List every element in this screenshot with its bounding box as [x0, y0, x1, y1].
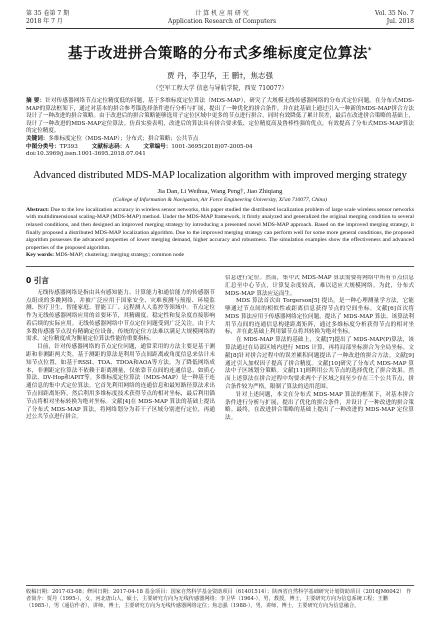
affiliation-en: (College of Information & Navigation, Air Force Engineering University, Xi'an 710077, China) — [112, 196, 328, 203]
keywords-zh: 关键词：多维标度定位（MDS-MAP）；分布式；拼合策略；公共节点 — [26, 135, 199, 142]
footnote: 收稿日期：2017-03-08；修回日期：2017-04-18 基金项目：国家自然科学基金资助项目（61401514）；陕西省自然科学基础研究计划资助项目（2016JM6042） 作者简介：贾丹（1995-），女，河北唐山人，硕士，主要研究方向为无线传感器网络；李卫华（1964-），男，教授，博士，主要研究方向为信息系统工程；王鹏（1985-），男（通信作者），讲师，博士，主要研究方向为无线传感器网络定位；焦志强（1988-），男，讲师，博士，主要研究方向为信息融合。 — [26, 585, 414, 610]
abstract-en-label: Abstract: — [26, 206, 50, 213]
journal-issue-zh: 第 35 卷第 7 期 2018 年 7 月 — [26, 10, 70, 25]
abstract-en — [26, 207, 414, 253]
doi: doi:10.3969/j.issn.1001-3695.2018.07.041 — [26, 151, 146, 158]
body-right-column — [225, 275, 414, 581]
paragraph: 无线传感器网络是指由具有感知能力、计算能力和通信能力的传感器节点组成的多跳网络，并被广泛应用于国家安全、灾难预测与预报、环境监测、医疗卫生、智能家庭、智能工厂、远程测人人监控等领域中。节点定位作为无线传感器网络应用的首要环节，其精确度、稳定性和复杂度直接影响着后续的实际应用。无线传感器网络中节点定位问题受到广泛关注。由于大多数传感器节点没有精确定位设备，传统的定位方法难以满足大规模网络的需求。定位精度成为衡量定位算法性能的重要指标。 — [26, 289, 215, 343]
title-footnote-mark: * — [367, 46, 373, 55]
abstract-zh-text: 针对传感器网络节点定位精度低的问题，基于多维标度定位算法（MDS-MAP），研究了大规模无线传感器网络的分布式定位问题。在分布式MDS-MAP的算法框架下，通过对基本的拼合参考锚选择条件进行分析与扩展，提出了一种优化的拼合条件，并在此基础上通过引入一种新的MDS-MAP拼合方法设计了一种改进的拼合策略。由于改进后的拼合策略能够选用子定位区域中更多的节点进行拼合，同时有效降低了累计误差，最后在改进拼合策略的基础上，设计了一种改进的MDS-MAP定位算法。仿真实验表明，改进后的算法具有拼合要求低、定位精度高及鲁棒性强的优点，有效提高了分布式MDS-MAP算法的定位精度。 — [26, 98, 415, 135]
abstract-zh — [26, 98, 414, 136]
paper-title-en: Advanced distributed MDS-MAP localization algorithm with improved merging strategy — [33, 169, 407, 181]
body-left-column — [26, 275, 215, 581]
abstract-zh-label: 摘 要： — [26, 98, 46, 104]
section-heading: 0 引言 — [26, 275, 49, 285]
authors-zh: 贾 丹，李卫华，王 鹏†，焦志强 — [166, 71, 274, 80]
abstract-divider — [26, 266, 414, 267]
header-rule — [26, 28, 414, 29]
body-columns — [26, 275, 414, 581]
journal-issue-en: Vol. 35 No. 7 Jul. 2018 — [374, 10, 414, 25]
paper-title-zh: 基于改进拼合策略的分布式多维标度定位算法* — [67, 46, 373, 62]
paragraph: 针对上述问题，本文在分布式 MDS-MAP 算法的框架下，对基本拼合条件进行分析与扩展，提出了优化的拼合条件，并设计了一种改进的拼合策略。最终，在改进拼合策略的基础上提出了一种改进的 MDS-MAP 定位算法。 — [225, 391, 414, 422]
paragraph: 在 MDS-MAP 算法的基础上，文献[7]提出了 MDS-MAP(P)算法，该算法通过在局部区域内进行 MDS 计算，再将局部坐标拼合为全局坐标。文献[8]针对拼合过程中的误差累积问题提出了一种改进的拼合方法。文献[9]通过引入加权因子提高了拼合精度。文献[10]研究了分布式 MDS-MAP 算法中子区域划分策略。文献[11]则利用公共节点的选择优化了拼合效果。然而上述算法在拼合过程中均要求两个子区域之间至少存在三个公共节点，拼合条件较为严格，限制了算法的适用范围。 — [225, 337, 414, 391]
paragraph: 目前，针对传感器网络的节点定位问题，通常采用的方法主要是基于测距和非测距两大类。基于测距的算法是利用节点间距离或角度信息来估计未知节点位置，如基于RSSI、TOA、TDOA和AOA等方法。为了降低网络成本，非测距定位算法不依赖于距离测量，仅依靠节点间的连通信息，如质心算法、DV-Hop和APIT等。多维标度定位算法（MDS-MAP）是一种基于连通信息的集中式定位算法。它首先利用网络的连通信息和最短路径算法求出节点间距离矩阵，然后利用多维标度技术获得节点的相对坐标，最后利用锚节点将相对坐标转换为绝对坐标。文献[4]在 MDS-MAP 算法的基础上提出了分布式 MDS-MAP 算法，将网络划分为若干子区域分别进行定位，再通过公共节点进行拼合。 — [26, 344, 215, 421]
keywords-en: Key words: MDS-MAP; clustering; merging strategy; common node — [26, 252, 185, 259]
paragraph: MDS 算法首次由 Torgerson[5] 提出，是一种心理测量学方法，它能够通过节点间的相似性或距离信息获得节点的空间坐标。文献[6]首次将 MDS 算法应用于传感器网络定位问题，提出了 MDS-MAP 算法。该算法利用节点间的连通信息构建距离矩阵，通过多维标度分析获得节点的相对坐标，并在此基础上利用锚节点将其转换为绝对坐标。 — [225, 298, 414, 336]
paragraph: 信息进行定位。然而，集中式 MDS-MAP 算法需要将网络中所有节点信息汇总至中心节点，计算复杂度较高，难以适应大规模网络。为此，分布式 MDS-MAP 算法应运而生。 — [225, 274, 414, 297]
affiliation-zh: （空军工程大学 信息与导航学院，西安 710077） — [152, 85, 288, 92]
authors-en: Jia Dan, Li Weihua, Wang Peng†, Jiao Zhiqiang — [157, 187, 283, 195]
journal-name: 计 算 机 应 用 研 究 Application Research of Computers — [168, 10, 277, 25]
abstract-en-text: Due to the low localization accuracy in wireless sensor networks, this paper studied the distributed localization problem of large scale wireless sensor networks with multidimensional scaling-MAP (MDS-MAP) method. Under the MDS-MAP framework, it firstly analyzed and generalized the original merging condition to several relaxed conditions, and then designed an improved merging strategy by introducing a presented novel MDS-MAP approach. Based on the improved merging strategy, it finally proposed a distributed MDS-MAP localization algorithm. Due to the improved merging strategy can perform well for some more general conditions, the proposed algorithm possesses the advanced properties of lower merging demand, higher accuracy and robustness. The simulation examples show the effectiveness and advanced properties of the proposed algorithm. — [26, 206, 415, 251]
running-header — [26, 10, 414, 26]
classification-row: 中图分类号：TP393 文献标志码：A 文章编号：1001-3695(2018)07-2005-04 — [26, 143, 253, 150]
